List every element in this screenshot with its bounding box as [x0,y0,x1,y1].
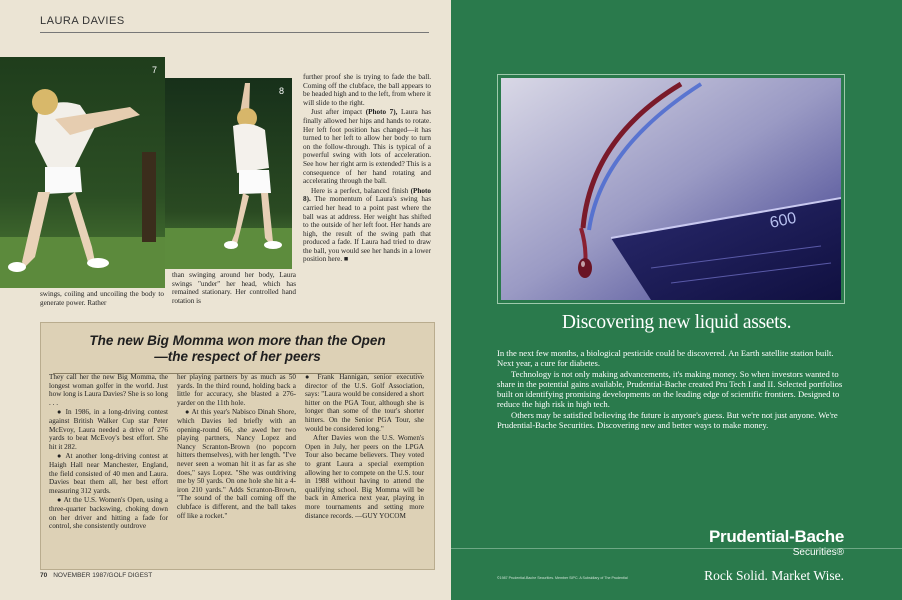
page-number: 70 [40,572,48,579]
paragraph-text: The momentum of Laura's swing has carried her head to a point past where the ball was at address. Her weight has shifted to the outside of her left foot. Her hands are high, the result of the swing path that produced a fade. If Laura had tried to draw the ball, you would see her hands in a lower position here. ■ [303,195,431,264]
ad-body-paragraph: Others may be satisfied believing the future is anyone's guess. But we're not just anyone. We're Prudential-Bache Securities. Discovering new and better ways to make money. [497,409,838,431]
right-advertisement-page [451,0,902,600]
ad-image-frame [497,74,845,304]
article-paragraph [303,187,431,264]
securities-label: Securities® [792,547,844,558]
paragraph-text: Laura has finally allowed her hips and hands to rotate. Her left foot position has changed—it has turned to her left to allow her body to turn on the follow-through. This is typical of a powerful swing with lots of acceleration. See how her right arm is extended? This is a consequence of her hand rotating and accelerating through the ball. [303,108,431,186]
ad-tagline: Rock Solid. Market Wise. [704,568,844,583]
sidebar-paragraph: her playing partners by as much as 50 yards. In the third round, holding back a little for accuracy, she blasted a 276-yarder on the 11th hole. [177,373,296,407]
sidebar-paragraph: ● In 1986, in a long-driving contest against British Walker Cup star Peter McEvoy, Laura needed a drive of 276 yards to beat McEvoy's best effort. She hit it 282. [49,408,168,451]
beaker-measurement: 600 [768,209,798,232]
photo-8-image [165,78,292,269]
photo-7-image [0,57,165,288]
sidebar-title-line: The new Big Momma won more than the Open [89,333,386,348]
photo-8 [165,78,292,269]
sidebar-paragraph: After Davies won the U.S. Women's Open in July, her peers on the LPGA Tour also became believers. They voted to grant Laura a special exemption allowing her to compete on the U.S. tour in 1988 without having to attend the qualifying school. Big Momma will be back in America next year, playing in more tournaments and setting more distance records. —GUY YOCOM [305,434,424,520]
liquid-drop-graphic [501,78,841,300]
sidebar-paragraph: ● At another long-driving contest at Haigh Hall near Manchester, England, the field consisted of 40 men and Laura. Davies beat them all, her best effort measuring 312 yards. [49,452,168,495]
paragraph-text: Just after impact [311,108,366,117]
ad-body [497,348,849,430]
photo-7-number: 7 [151,65,157,75]
header-rule [40,32,429,33]
paragraph-text: Here is a perfect, balanced finish [311,186,411,195]
sidebar-column-3 [305,373,424,521]
article-header: LAURA DAVIES [40,15,125,27]
prudential-bache-logo: Prudential-Bache [708,527,844,546]
sidebar-column-1 [49,373,168,532]
issue-label: NOVEMBER 1987/GOLF DIGEST [53,572,153,579]
ad-body-paragraph: Technology is not only making advancements, it's making money. So when investors wanted to share in the potential gains available, Prudential-Bache created Pru Tech I and II. Selected portfolios built on identifying promising developments on the leading edge of scientific frontiers. Designed to reduce the high risk in high tech. [497,368,843,410]
sidebar-title-line: —the respect of her peers [154,349,321,364]
sidebar-paragraph: They call her the new Big Momma, the longest woman golfer in the world. Just how long is Laura Davies? She is so long . . . [49,373,168,407]
photo-7 [0,57,165,288]
ad-headline: Discovering new liquid assets. [561,312,792,333]
sidebar-paragraph: ● Frank Hannigan, senior executive director of the U.S. Golf Association, says: "Laura would be considered a short hitter on the PGA Tour, although she is longer than some of the tour's shorter hitters. On the Senior PGA Tour, she would be considered long." [305,373,424,433]
sidebar-title [41,333,434,365]
article-column-1 [40,290,164,308]
ad-image [501,78,841,300]
sidebar-paragraph: ● At this year's Nabisco Dinah Shore, which Davies led briefly with an opening-round 66, she awed her two playing partners, Nancy Lopez and Nancy Scranton-Brown (no popcorn hitters themselves), with her length. "I've never seen a woman hit it as far as she does," says Lopez. "She was outdriving me by 50 yards. On one hole she hit a 4-iron 210 yards." Adds Scranton-Brown, "The sound of the ball coming off the clubface is different, and the ball takes off like a rocket." [177,408,296,520]
article-paragraph [303,108,431,185]
sidebar-paragraph: ● At the U.S. Women's Open, using a three-quarter backswing, choking down on her driver and hitting a fade for control, she consistently outdrove [49,496,168,531]
photo-reference: (Photo 7), [365,108,398,117]
article-paragraph: further proof she is trying to fade the ball. Coming off the clubface, the ball appears to be headed high and to the left, from where it will slide to the right. [303,73,431,107]
article-column-3 [303,73,431,265]
page-footer [40,572,152,579]
sidebar-box [40,322,435,570]
ad-body-paragraph: In the next few months, a biological pesticide could be discovered. An Earth satellite station built. Next year, a cure for diabetes. [497,348,834,369]
article-paragraph: than swinging around her body, Laura swings "under" her head, which has remained stationary. Her controlled hand rotation is [172,271,296,305]
article-paragraph: swings, coiling and uncoiling the body to generate power. Rather [40,290,164,307]
article-column-2 [172,271,296,306]
sidebar-column-2 [177,373,296,521]
photo-8-number: 8 [278,86,284,96]
photo-reference: (Photo 8). [303,186,431,204]
fine-print: ©1987 Prudential-Bache Securities. Member SIPC. A Subsidiary of The Prudential [497,576,628,580]
